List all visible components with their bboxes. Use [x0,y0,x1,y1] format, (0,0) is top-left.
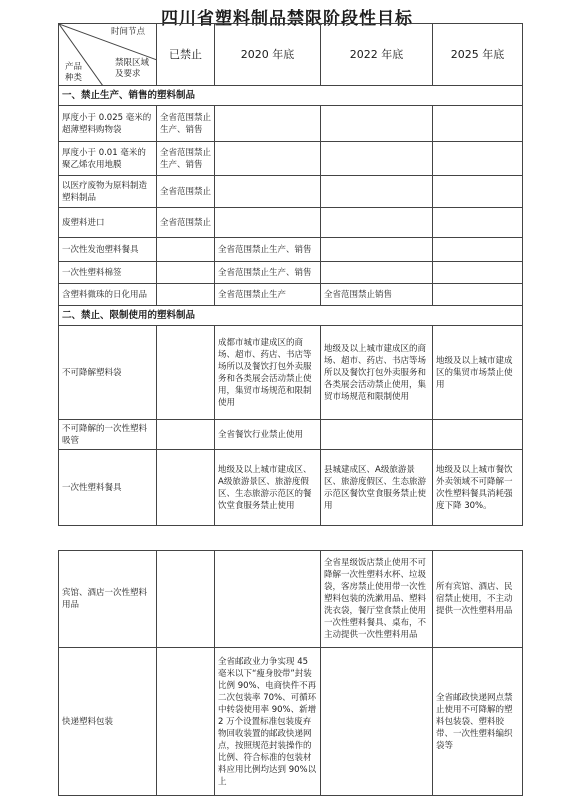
banned-cell [157,450,215,526]
banned-cell [157,262,215,284]
cell-2020: 全省范围禁止生产 [215,284,321,306]
cell-2025 [433,142,523,176]
banned-cell [157,648,215,796]
header-row [59,24,523,86]
product-cell: 不可降解的一次性塑料吸管 [59,420,157,450]
cell-2022: 县城建成区、A级旅游景区、旅游度假区、生态旅游示范区餐饮堂食服务禁止使用 [321,450,433,526]
col-header-2025: 2025 年底 [433,24,523,86]
col-header-2022: 2022 年底 [321,24,433,86]
cell-2020 [215,142,321,176]
cell-2025 [433,176,523,208]
table-row [59,176,523,208]
cell-2020: 成都市城市建成区的商场、超市、药店、书店等场所以及餐饮打包外卖服务和各类展会活动禁止使用，集贸市场规范和限制使用 [215,326,321,420]
table-row [59,262,523,284]
product-cell: 含塑料微珠的日化用品 [59,284,157,306]
cell-2022 [321,106,433,142]
product-cell: 厚度小于 0.01 毫米的聚乙烯农用地膜 [59,142,157,176]
product-label-1: 产品 [65,62,83,72]
targets-table [58,23,523,526]
cell-2025 [433,420,523,450]
cell-2025 [433,238,523,262]
banned-cell [157,420,215,450]
cell-2025: 地级及以上城市餐饮外卖领域不可降解一次性塑料餐具消耗强度下降 30%。 [433,450,523,526]
table-row [59,420,523,450]
cell-2020: 全省范围禁止生产、销售 [215,262,321,284]
banned-cell: 全省范围禁止生产、销售 [157,142,215,176]
product-cell: 快递塑料包装 [59,648,157,796]
product-cell: 一次性塑料餐具 [59,450,157,526]
cell-2020: 全省邮政业力争实现 45 毫米以下“瘦身胶带”封装比例 90%、电商快件不再二次包装率 70%、可循环中转袋使用率 90%、新增 2 万个设置标准包装废弃物回收装置的邮政快递网点，按照规范封装操作的比例、符合标准的包装材料应用比例均达到 90%以上 [215,648,321,796]
table-row [59,326,523,420]
table-row [59,106,523,142]
cell-2022 [321,176,433,208]
cell-2020 [215,208,321,238]
cell-2020: 地级及以上城市建成区、A级旅游景区、旅游度假区、生态旅游示范区的餐饮堂食服务禁止使用 [215,450,321,526]
targets-table-continued [58,550,523,796]
cell-2025 [433,284,523,306]
product-label-2: 种类 [65,73,83,83]
region-req-label-2: 及要求 [115,69,141,79]
banned-cell [157,551,215,648]
cell-2020 [215,551,321,648]
cell-2020: 全省范围禁止生产、销售 [215,238,321,262]
banned-cell [157,284,215,306]
table-row [59,208,523,238]
product-cell: 一次性发泡塑料餐具 [59,238,157,262]
table-row [59,648,523,796]
product-cell: 不可降解塑料袋 [59,326,157,420]
cell-2022 [321,262,433,284]
section-title-1: 一、禁止生产、销售的塑料制品 [59,86,523,106]
cell-2022: 全省范围禁止销售 [321,284,433,306]
banned-cell: 全省范围禁止生产、销售 [157,106,215,142]
table-row [59,450,523,526]
cell-2022 [321,420,433,450]
banned-cell [157,238,215,262]
cell-2022: 地级及以上城市建成区的商场、超市、药店、书店等场所以及餐饮打包外卖服务和各类展会活动禁止使用，集贸市场规范和限制使用 [321,326,433,420]
product-cell: 宾馆、酒店一次性塑料用品 [59,551,157,648]
product-cell: 以医疗废物为原料制造塑料制品 [59,176,157,208]
product-cell: 一次性塑料棉签 [59,262,157,284]
cell-2022 [321,142,433,176]
cell-2020 [215,176,321,208]
cell-2022 [321,238,433,262]
cell-2022: 全省星级饭店禁止使用不可降解一次性塑料水杯、垃圾袋，客房禁止使用带一次性塑料包装的洗漱用品、塑料洗衣袋，餐厅堂食禁止使用一次性塑料餐具、桌布，不主动提供一次性塑料用品 [321,551,433,648]
cell-2022 [321,648,433,796]
table-row [59,238,523,262]
banned-cell: 全省范围禁止 [157,176,215,208]
time-node-label: 时间节点 [111,27,146,37]
region-req-label-1: 禁限区域 [115,58,150,68]
cell-2025 [433,262,523,284]
cell-2025: 所有宾馆、酒店、民宿禁止使用，不主动提供一次性塑料用品 [433,551,523,648]
cell-2025 [433,106,523,142]
cell-2025 [433,208,523,238]
cell-2020 [215,106,321,142]
table-row [59,284,523,306]
product-cell: 废塑料进口 [59,208,157,238]
section-title-2: 二、禁止、限制使用的塑料制品 [59,306,523,326]
document-title: 四川省塑料制品禁限阶段性目标 [161,9,413,29]
table-row [59,142,523,176]
banned-cell: 全省范围禁止 [157,208,215,238]
product-cell: 厚度小于 0.025 毫米的超薄塑料购物袋 [59,106,157,142]
cell-2025: 全省邮政快递网点禁止使用不可降解的塑料包装袋、塑料胶带、一次性塑料编织袋等 [433,648,523,796]
banned-cell [157,326,215,420]
cell-2020: 全省餐饮行业禁止使用 [215,420,321,450]
col-header-banned: 已禁止 [157,24,215,86]
col-header-2020: 2020 年底 [215,24,321,86]
table-row [59,551,523,648]
diagonal-header-cell [59,24,157,86]
cell-2025: 地级及以上城市建成区的集贸市场禁止使用 [433,326,523,420]
cell-2022 [321,208,433,238]
